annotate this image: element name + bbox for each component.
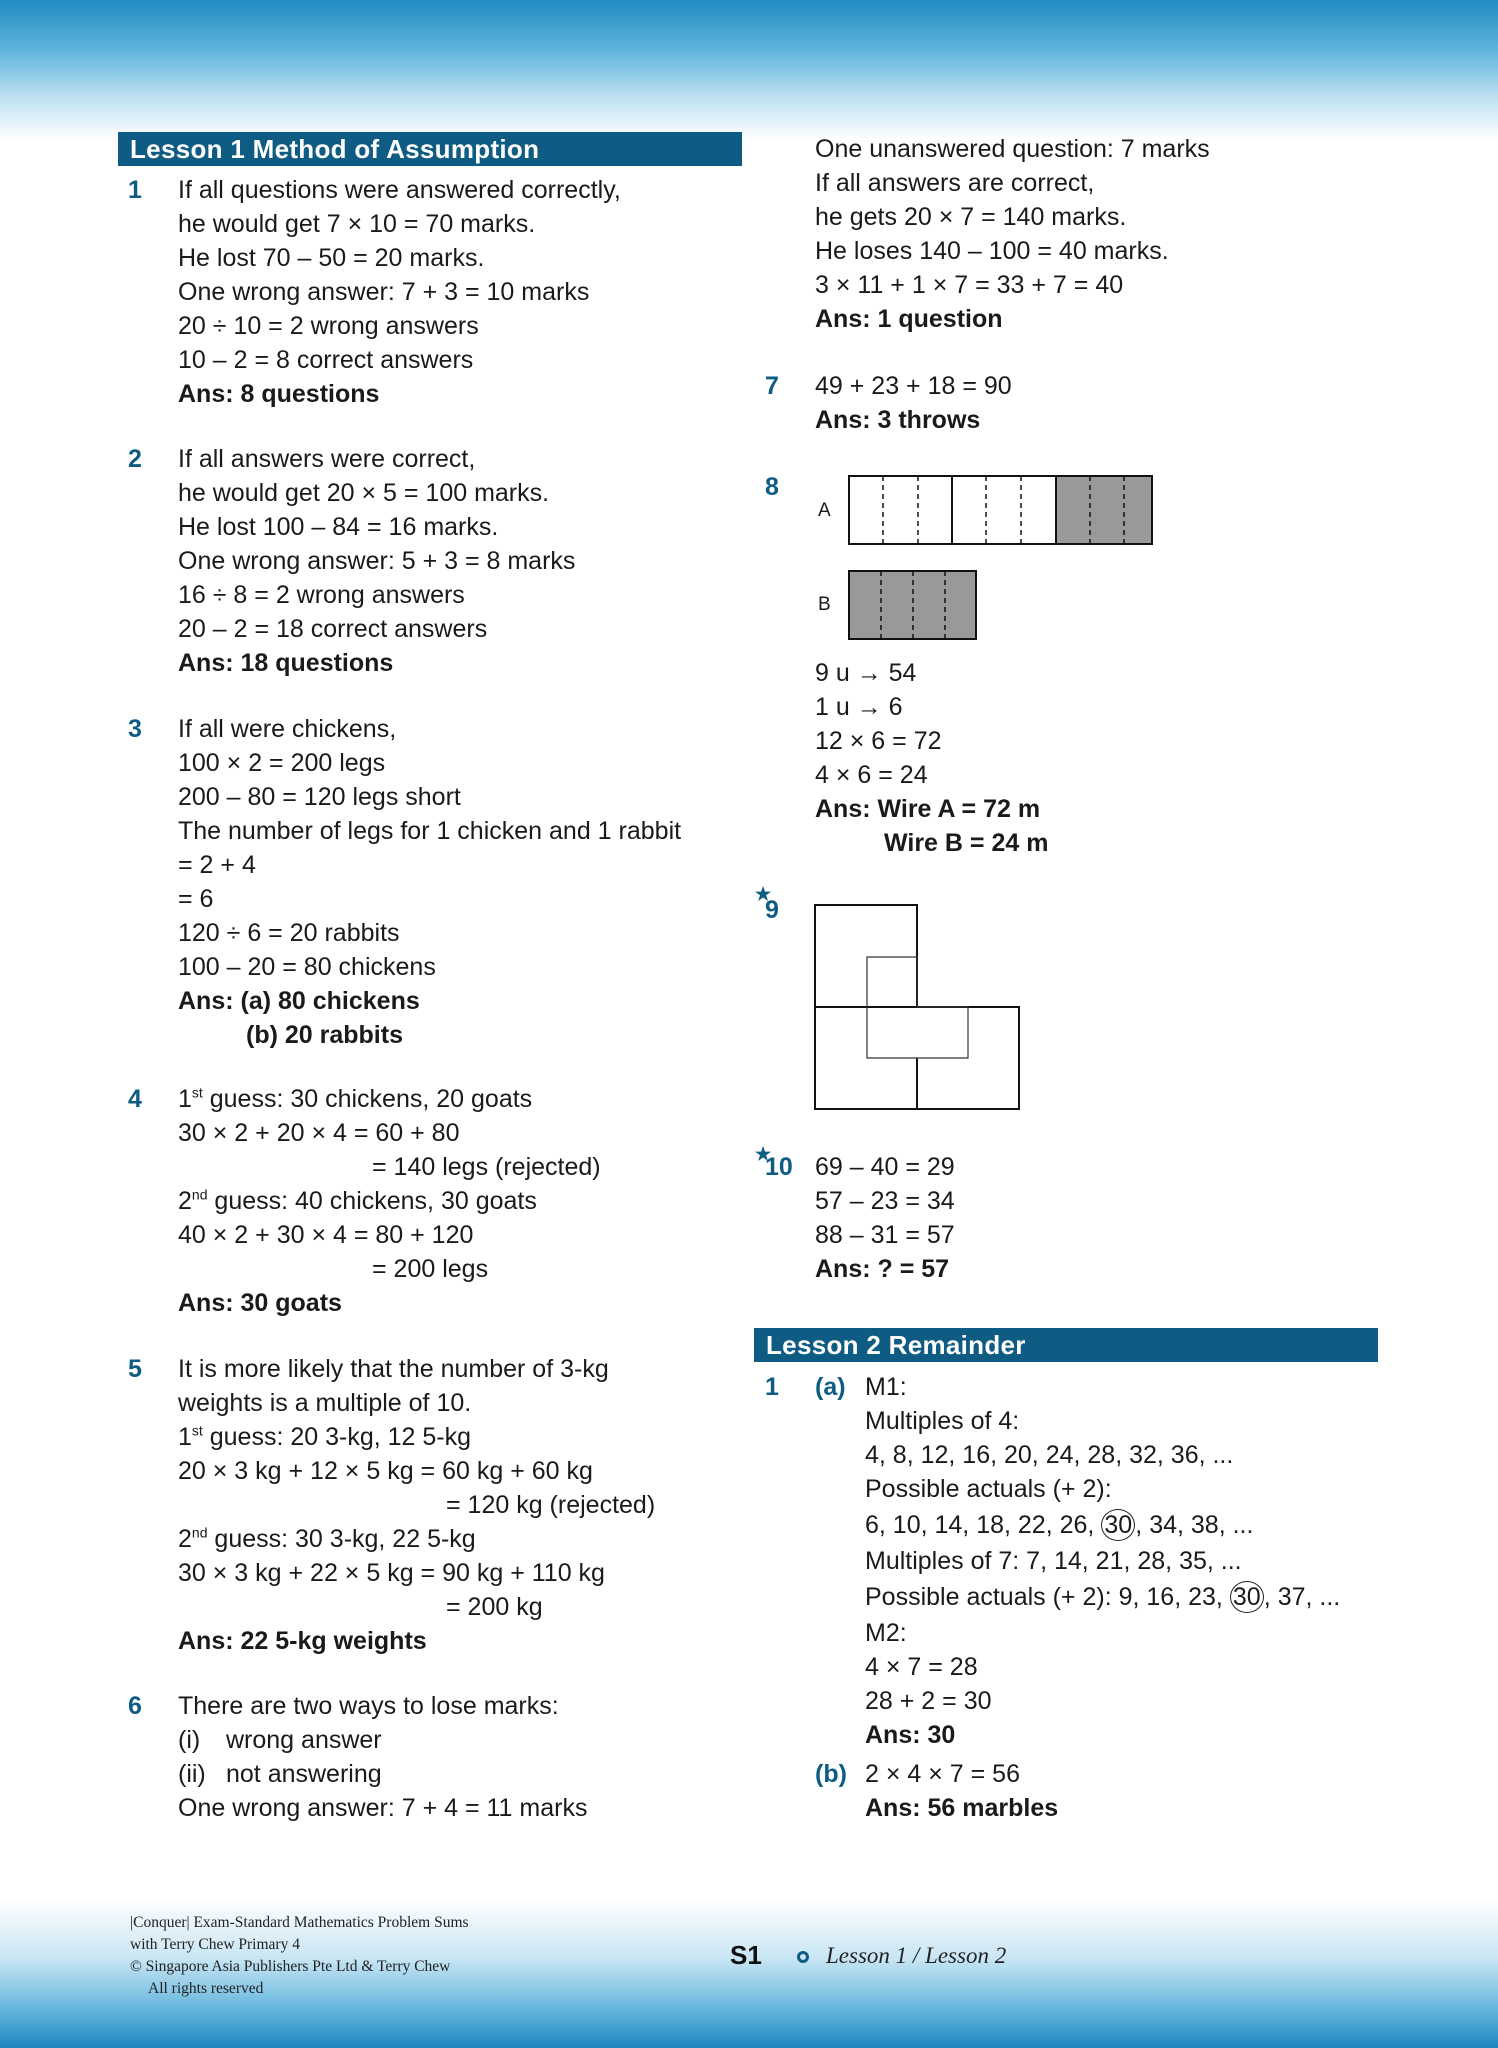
footer-lesson-title: Lesson 1 / Lesson 2 xyxy=(826,1943,1007,1968)
solution-line: he would get 20 × 5 = 100 marks. xyxy=(178,479,550,507)
solution-line: 40 × 2 + 30 × 4 = 80 + 120 xyxy=(178,1221,474,1249)
solution-line: The number of legs for 1 chicken and 1 rabbit xyxy=(178,817,682,845)
question-number: 9 xyxy=(765,896,779,924)
solution-line: 30 × 3 kg + 22 × 5 kg = 90 kg + 110 kg xyxy=(178,1559,605,1587)
solution-line: 2 × 4 × 7 = 56 xyxy=(865,1760,1020,1788)
wire-model-diagram xyxy=(840,470,1240,645)
top-gradient-band xyxy=(0,0,1498,140)
answer: Ans: 18 questions xyxy=(178,649,394,677)
solution-line: 12 × 6 = 72 xyxy=(815,727,942,755)
question-number: 3 xyxy=(128,715,142,743)
solution-line: Possible actuals (+ 2): xyxy=(865,1475,1112,1503)
answer: Ans: 3 throws xyxy=(815,406,981,434)
solution-line: There are two ways to lose marks: xyxy=(178,1692,559,1720)
solution-line: he gets 20 × 7 = 140 marks. xyxy=(815,203,1127,231)
solution-line: M1: xyxy=(865,1373,907,1401)
solution-line: 1st guess: 20 3-kg, 12 5-kg xyxy=(178,1422,472,1451)
bullet-circle-icon xyxy=(797,1951,809,1963)
solution-line: He loses 140 – 100 = 40 marks. xyxy=(815,237,1169,265)
copyright-line: © Singapore Asia Publishers Pte Ltd & Terry Chew xyxy=(130,1958,451,1975)
wire-b-label: B xyxy=(818,594,831,615)
answer: Ans: 22 5-kg weights xyxy=(178,1627,427,1655)
question-number: 7 xyxy=(765,372,779,400)
solution-line: 10 – 2 = 8 correct answers xyxy=(178,346,474,374)
question-number: 1 xyxy=(128,176,142,204)
solution-line: (ii) not answering xyxy=(178,1760,382,1788)
solution-line: 1 u → 6 xyxy=(815,693,903,721)
solution-line: He lost 100 – 84 = 16 marks. xyxy=(178,513,499,541)
solution-line: = 6 xyxy=(178,885,214,913)
solution-line: Multiples of 4: xyxy=(865,1407,1020,1435)
solution-line: = 200 legs xyxy=(372,1255,489,1283)
answer: Ans: 56 marbles xyxy=(865,1794,1059,1822)
answer: Wire B = 24 m xyxy=(884,829,1049,857)
solution-line: 20 – 2 = 18 correct answers xyxy=(178,615,488,643)
solution-line: = 200 kg xyxy=(446,1593,543,1621)
part-a-label: (a) xyxy=(815,1373,846,1401)
solution-line: If all questions were answered correctly, xyxy=(178,176,621,204)
solution-line: One wrong answer: 7 + 3 = 10 marks xyxy=(178,278,590,306)
solution-line: 2nd guess: 40 chickens, 30 goats xyxy=(178,1186,537,1215)
solution-line: = 2 + 4 xyxy=(178,851,256,879)
solution-line: 49 + 23 + 18 = 90 xyxy=(815,372,1012,400)
lesson2-header: Lesson 2 Remainder xyxy=(754,1328,1378,1362)
solution-line: 6, 10, 14, 18, 22, 26, 30 , 34, 38, ... xyxy=(865,1511,1254,1539)
solution-line: 4 × 6 = 24 xyxy=(815,761,928,789)
lesson1-header: Lesson 1 Method of Assumption xyxy=(118,132,742,166)
wire-a-bar xyxy=(849,476,1152,544)
book-title-line: |Conquer| Exam-Standard Mathematics Problem Sums xyxy=(130,1914,469,1931)
solution-line: It is more likely that the number of 3-kg xyxy=(178,1355,609,1383)
question-number: 5 xyxy=(128,1355,142,1383)
solution-line: = 120 kg (rejected) xyxy=(446,1491,656,1519)
solution-line: One unanswered question: 7 marks xyxy=(815,135,1210,163)
answer: Ans: (a) 80 chickens xyxy=(178,987,420,1015)
solution-line: If all answers were correct, xyxy=(178,445,476,473)
solution-line: Possible actuals (+ 2): 9, 16, 23, 30 , 37, ... xyxy=(865,1583,1341,1611)
solution-line: If all were chickens, xyxy=(178,715,397,743)
question-number: 2 xyxy=(128,445,142,473)
solution-line: One wrong answer: 5 + 3 = 8 marks xyxy=(178,547,576,575)
solution-line: 1st guess: 30 chickens, 20 goats xyxy=(178,1084,533,1113)
solution-line: 30 × 2 + 20 × 4 = 60 + 80 xyxy=(178,1119,460,1147)
wire-b-bar xyxy=(849,571,976,639)
solution-line: 4, 8, 12, 16, 20, 24, 28, 32, 36, ... xyxy=(865,1441,1234,1469)
question-number: 1 xyxy=(765,1373,779,1401)
solution-line: He lost 70 – 50 = 20 marks. xyxy=(178,244,485,272)
solution-line: 20 ÷ 10 = 2 wrong answers xyxy=(178,312,479,340)
solution-line: 69 – 40 = 29 xyxy=(815,1153,955,1181)
challenge-star-icon: ★ xyxy=(755,884,772,904)
answer: Ans: 30 xyxy=(865,1721,956,1749)
solution-line: 200 – 80 = 120 legs short xyxy=(178,783,461,811)
question-number: 6 xyxy=(128,1692,142,1720)
footer-book-info xyxy=(130,1912,469,2000)
page-number: S1 xyxy=(730,1940,762,1970)
answer: Ans: ? = 57 xyxy=(815,1255,950,1283)
solution-line: If all answers are correct, xyxy=(815,169,1095,197)
answer: Ans: 8 questions xyxy=(178,380,380,408)
solution-line: One wrong answer: 7 + 4 = 11 marks xyxy=(178,1794,588,1822)
question-number: 4 xyxy=(128,1085,142,1113)
solution-line: he would get 7 × 10 = 70 marks. xyxy=(178,210,536,238)
solution-line: 28 + 2 = 30 xyxy=(865,1687,992,1715)
answer: Ans: Wire A = 72 m xyxy=(815,795,1041,823)
question-number: 10 xyxy=(765,1153,793,1181)
solution-line: 120 ÷ 6 = 20 rabbits xyxy=(178,919,400,947)
rights-line: All rights reserved xyxy=(148,1980,264,1997)
part-b-label: (b) xyxy=(815,1760,847,1788)
solution-line: 16 ÷ 8 = 2 wrong answers xyxy=(178,581,465,609)
solution-line: 100 – 20 = 80 chickens xyxy=(178,953,436,981)
solution-line: 4 × 7 = 28 xyxy=(865,1653,978,1681)
answer: (b) 20 rabbits xyxy=(246,1021,403,1049)
solution-line: 2nd guess: 30 3-kg, 22 5-kg xyxy=(178,1524,476,1553)
challenge-star-icon: ★ xyxy=(755,1144,772,1164)
book-title-line: with Terry Chew Primary 4 xyxy=(130,1936,300,1953)
answer: Ans: 30 goats xyxy=(178,1289,342,1317)
solution-line: 3 × 11 + 1 × 7 = 33 + 7 = 40 xyxy=(815,271,1124,299)
solution-line: 9 u → 54 xyxy=(815,659,917,687)
circled-answer: 30 xyxy=(1101,1509,1135,1541)
solution-line: 20 × 3 kg + 12 × 5 kg = 60 kg + 60 kg xyxy=(178,1457,593,1485)
answer: Ans: 1 question xyxy=(815,305,1003,333)
solution-line: = 140 legs (rejected) xyxy=(372,1153,601,1181)
question-number: 8 xyxy=(765,473,779,501)
circled-answer: 30 xyxy=(1230,1581,1264,1613)
solution-line: weights is a multiple of 10. xyxy=(178,1389,472,1417)
solution-line: M2: xyxy=(865,1619,907,1647)
solution-line: (i) wrong answer xyxy=(178,1726,382,1754)
shape-division-diagram xyxy=(810,900,1035,1115)
solution-line: 57 – 23 = 34 xyxy=(815,1187,955,1215)
wire-a-label: A xyxy=(818,500,831,521)
solution-line: 100 × 2 = 200 legs xyxy=(178,749,386,777)
solution-line: 88 – 31 = 57 xyxy=(815,1221,955,1249)
solution-line: Multiples of 7: 7, 14, 21, 28, 35, ... xyxy=(865,1547,1242,1575)
